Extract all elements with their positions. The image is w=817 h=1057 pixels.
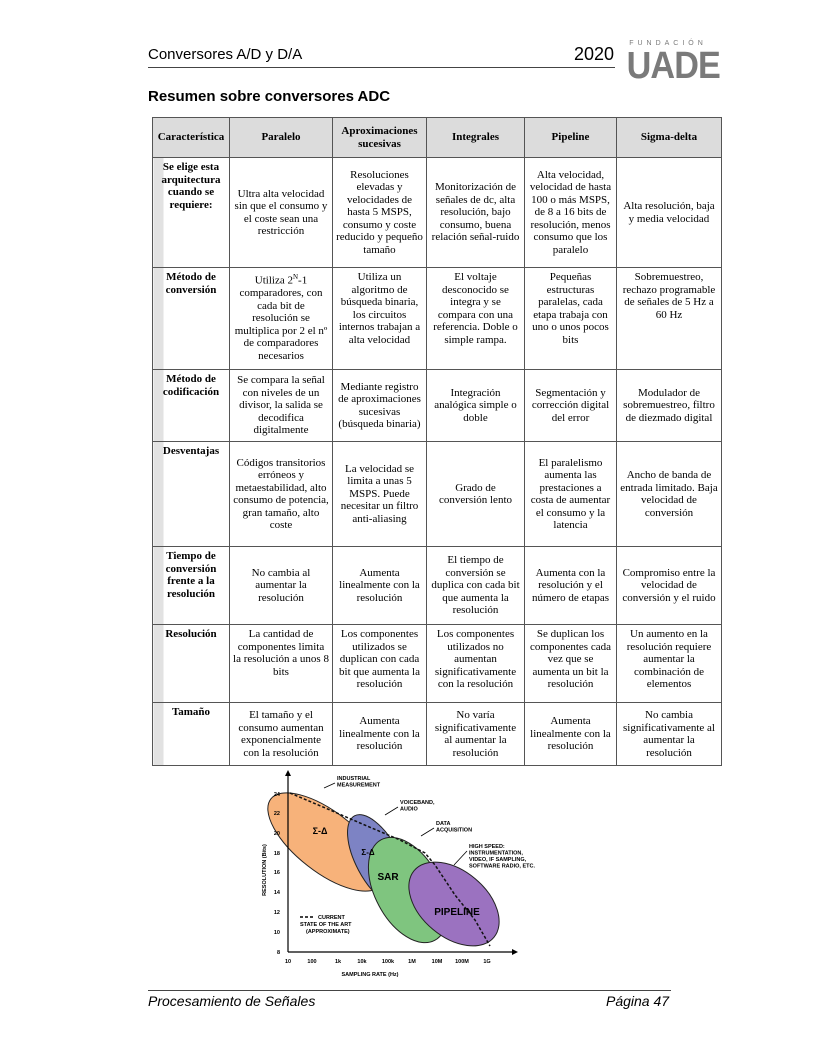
row-header: Tamaño (153, 703, 230, 766)
table-cell: Utiliza un algoritmo de búsqueda binaria, los circuitos internos trabajan a alta velocidad (333, 268, 427, 370)
table-cell: Se duplican los componentes cada vez que se aumenta un bit la resolución (525, 625, 617, 703)
table-header-row (153, 118, 722, 158)
row-header: Método de codificación (153, 370, 230, 442)
callout-label: VIDEO, IF SAMPLING, (469, 857, 527, 863)
table-cell: Aumenta con la resolución y el número de etapas (525, 547, 617, 625)
table-cell: Mediante registro de aproximaciones sucesivas (búsqueda binaria) (333, 370, 427, 442)
uade-logo (622, 40, 720, 87)
row-header: Tiempo de conversión frente a la resolución (153, 547, 230, 625)
y-tick-label: 12 (273, 910, 280, 916)
legend-label: STATE OF THE ART (300, 922, 352, 928)
x-tick-label: 10k (357, 959, 367, 965)
column-header: Integrales (427, 118, 525, 158)
y-tick-label: 24 (273, 792, 280, 798)
section-title: Resumen sobre conversores ADC (148, 88, 391, 105)
y-tick-label: 16 (273, 870, 280, 876)
y-tick-label: 20 (273, 831, 280, 837)
document-header-title: Conversores A/D y D/A (148, 46, 303, 63)
adc-summary-table (152, 117, 722, 766)
x-tick-label: 1M (408, 959, 416, 965)
table-cell: Un aumento en la resolución requiere aumentar la combinación de elementos (617, 625, 722, 703)
footer-left: Procesamiento de Señales (148, 993, 316, 1009)
table-cell: El paralelismo aumenta las prestaciones a costa de aumentar el consumo y la latencia (525, 442, 617, 547)
region-label: PIPELINE (434, 907, 480, 918)
row-header: Método de conversión (153, 268, 230, 370)
table-cell: Pequeñas estructuras paralelas, cada etapa trabaja con uno o unos pocos bits (525, 268, 617, 370)
y-tick-label: 8 (276, 950, 280, 956)
table-cell: El tamaño y el consumo aumentan exponencialmente con la resolución (230, 703, 333, 766)
table-cell: No cambia significativamente al aumentar la resolución (617, 703, 722, 766)
y-tick-label: 10 (273, 930, 280, 936)
column-header: Sigma-delta (617, 118, 722, 158)
legend-label: CURRENT (318, 915, 345, 921)
callout-label: VOICEBAND, (400, 800, 435, 806)
table-cell: Aumenta linealmente con la resolución (333, 547, 427, 625)
x-tick-label: 100 (307, 959, 317, 965)
x-tick-label: 10M (431, 959, 443, 965)
footer-divider (148, 990, 671, 991)
table-row (153, 442, 722, 547)
x-axis-label: SAMPLING RATE (Hz) (341, 972, 399, 978)
callout-label: SOFTWARE RADIO, ETC. (469, 863, 535, 870)
table-cell: Grado de conversión lento (427, 442, 525, 547)
column-header: Aproximaciones sucesivas (333, 118, 427, 158)
table-cell: Alta velocidad, velocidad de hasta 100 o más MSPS, de 8 a 16 bits de resolución, menos consumo que los paralelo (525, 158, 617, 268)
callout-label: INSTRUMENTATION, (469, 850, 523, 857)
table-cell: Ultra alta velocidad sin que el consumo y el coste sean una restricción (230, 158, 333, 268)
table-cell: Aumenta linealmente con la resolución (333, 703, 427, 766)
column-header: Característica (153, 118, 230, 158)
callout-label: HIGH SPEED: (469, 844, 505, 850)
y-axis-label: RESOLUTION (Bits) (262, 844, 268, 896)
region-label: Σ-Δ (312, 826, 328, 836)
x-tick-label: 1G (483, 959, 491, 965)
y-axis-arrow-icon (285, 770, 291, 776)
table-cell: Modulador de sobremuestreo, filtro de diezmado digital (617, 370, 722, 442)
document-header-year: 2020 (574, 44, 615, 64)
region-label: SAR (377, 872, 399, 883)
table-cell: La velocidad se limita a unas 5 MSPS. Puede necesitar un filtro anti-aliasing (333, 442, 427, 547)
x-axis-arrow-icon (512, 949, 518, 955)
callout-leader (454, 851, 467, 865)
table-row (153, 625, 722, 703)
y-tick-label: 18 (273, 851, 280, 857)
header-divider (148, 67, 615, 68)
table-row (153, 158, 722, 268)
table-cell: Compromiso entre la velocidad de conversión y el ruido (617, 547, 722, 625)
logo-text: UADE (626, 45, 720, 87)
table-cell: Ancho de banda de entrada limitado. Baja velocidad de conversión (617, 442, 722, 547)
table-row (153, 547, 722, 625)
table-row (153, 268, 722, 370)
y-tick-label: 22 (273, 811, 280, 817)
table-cell: Los componentes utilizados se duplican con cada bit que aumenta la resolución (333, 625, 427, 703)
adc-architecture-chart (240, 770, 540, 982)
table-cell: El voltaje desconocido se integra y se compara con una referencia. Doble o simple rampa. (427, 268, 525, 370)
table-cell: Aumenta linealmente con la resolución (525, 703, 617, 766)
callout-label: AUDIO (400, 806, 418, 813)
table-cell: Códigos transitorios erróneos y metaestabilidad, alto consumo de potencia, gran tamaño, alto coste (230, 442, 333, 547)
callout-label: ACQUISITION (436, 827, 473, 834)
callout-leader (421, 828, 434, 836)
table-row (153, 703, 722, 766)
column-header: Paralelo (230, 118, 333, 158)
table-cell: El tiempo de conversión se duplica con cada bit que aumenta la resolución (427, 547, 525, 625)
callout-label: INDUSTRIAL (337, 776, 371, 782)
x-tick-label: 1k (334, 959, 342, 965)
row-header: Se elige esta arquitectura cuando se requiere: (153, 158, 230, 268)
table-row (153, 370, 722, 442)
table-cell: Resoluciones elevadas y velocidades de hasta 5 MSPS, consumo y coste reducido y pequeño tamaño (333, 158, 427, 268)
table-cell: No cambia al aumentar la resolución (230, 547, 333, 625)
y-tick-label: 14 (273, 890, 280, 896)
table-cell: Sobremuestreo, rechazo programable de señales de 5 Hz a 60 Hz (617, 268, 722, 370)
table-cell: Monitorización de señales de dc, alta resolución, bajo consumo, buena relación señal-ruido (427, 158, 525, 268)
row-header: Resolución (153, 625, 230, 703)
table-cell: Segmentación y corrección digital del error (525, 370, 617, 442)
region-label: Σ-Δ (361, 848, 375, 857)
callout-label: DATA (436, 821, 451, 827)
callout-leader (385, 807, 398, 815)
legend-label: (APPROXIMATE) (306, 929, 350, 935)
logo-subtitle: FUNDACIÓN (629, 40, 707, 47)
table-cell: Utiliza $2^N-1$ comparadores, con cada bit de resolución se multiplica por 2 el nº de comparadores necesarios (230, 268, 333, 370)
table-cell: Alta resolución, baja y media velocidad (617, 158, 722, 268)
x-tick-label: 100M (455, 959, 469, 965)
callout-leader (324, 783, 335, 788)
table-cell: Integración analógica simple o doble (427, 370, 525, 442)
x-tick-label: 100k (381, 959, 395, 965)
row-header: Desventajas (153, 442, 230, 547)
table-cell: La cantidad de componentes limita la resolución a unos 8 bits (230, 625, 333, 703)
table-cell: No varía significativamente al aumentar la resolución (427, 703, 525, 766)
table-cell: Los componentes utilizados no aumentan significativamente con la resolución (427, 625, 525, 703)
column-header: Pipeline (525, 118, 617, 158)
x-tick-label: 10 (284, 959, 292, 965)
callout-label: MEASUREMENT (337, 782, 381, 789)
footer-page-number: Página 47 (606, 993, 670, 1009)
table-cell: Se compara la señal con niveles de un divisor, la salida se decodifica digitalmente (230, 370, 333, 442)
